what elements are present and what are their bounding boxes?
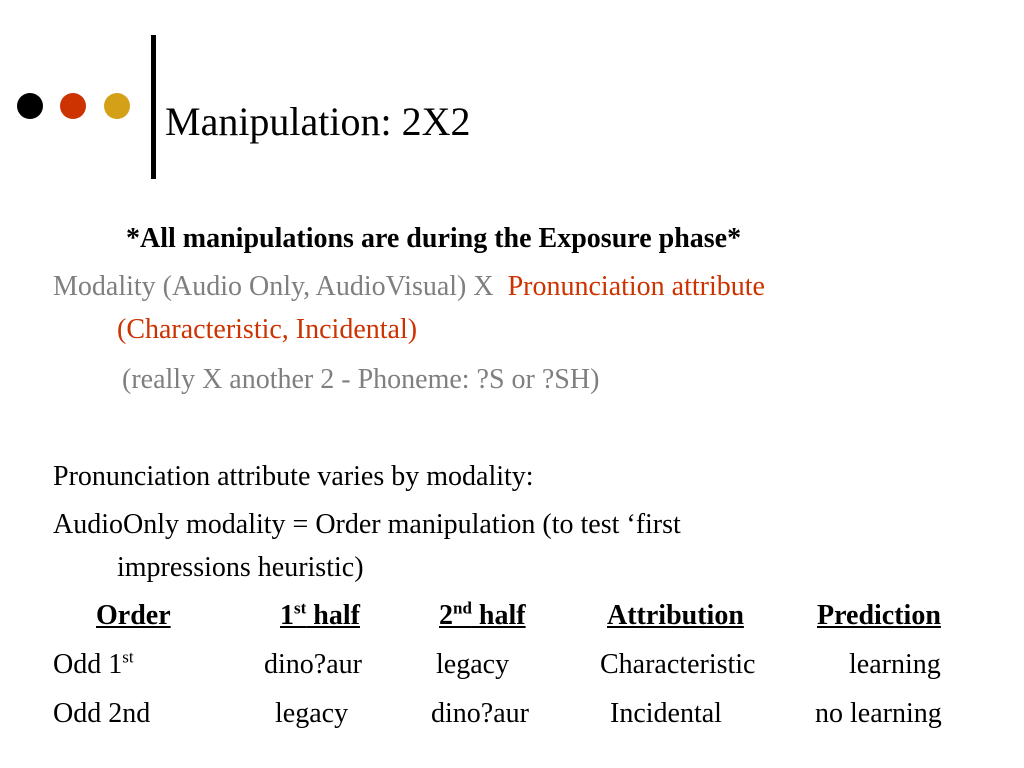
pronunciation-values: (Characteristic, Incidental) (117, 314, 418, 345)
exposure-note: *All manipulations are during the Exposure phase* (126, 223, 742, 254)
header-second-half (439, 599, 526, 633)
row2-order: Odd 2nd (53, 698, 151, 729)
header-first-half (280, 599, 360, 633)
row1-order-sup: st (122, 647, 134, 667)
modality-line (53, 270, 765, 304)
row2-attribution: Incidental (610, 698, 722, 729)
varies-line: Pronunciation attribute varies by modality: (53, 461, 534, 492)
header-second-rest: half (471, 600, 526, 631)
header-second-num: 2 (439, 600, 453, 631)
header-first-sup: st (294, 598, 307, 618)
audioonly-line-2: impressions heuristic) (117, 552, 364, 583)
audioonly-line-1: AudioOnly modality = Order manipulation (to test ‘first (53, 509, 681, 540)
black-dot-icon (17, 93, 43, 119)
row2-second-half: dino?aur (431, 698, 529, 729)
pronunciation-attribute-text: Pronunciation attribute (507, 271, 765, 302)
header-attribution: Attribution (607, 600, 744, 631)
header-second-sup: nd (453, 598, 472, 618)
header-first-num: 1 (280, 600, 294, 631)
row1-order-text: Odd 1 (53, 649, 123, 680)
red-dot-icon (60, 93, 86, 119)
header-order: Order (96, 600, 171, 631)
title-divider (151, 35, 156, 179)
header-prediction: Prediction (817, 600, 941, 631)
gold-dot-icon (104, 93, 130, 119)
modality-text: Modality (Audio Only, AudioVisual) X (53, 271, 494, 302)
row1-attribution: Characteristic (600, 649, 756, 680)
row2-first-half: legacy (275, 698, 349, 729)
row1-first-half: dino?aur (264, 649, 362, 680)
really-line: (really X another 2 - Phoneme: ?S or ?SH) (122, 364, 600, 395)
row2-prediction: no learning (815, 698, 942, 729)
slide-title: Manipulation: 2X2 (165, 99, 471, 144)
header-first-rest: half (306, 600, 360, 631)
row1-order (53, 648, 134, 682)
row1-second-half: legacy (436, 649, 510, 680)
row1-prediction: learning (849, 649, 941, 680)
